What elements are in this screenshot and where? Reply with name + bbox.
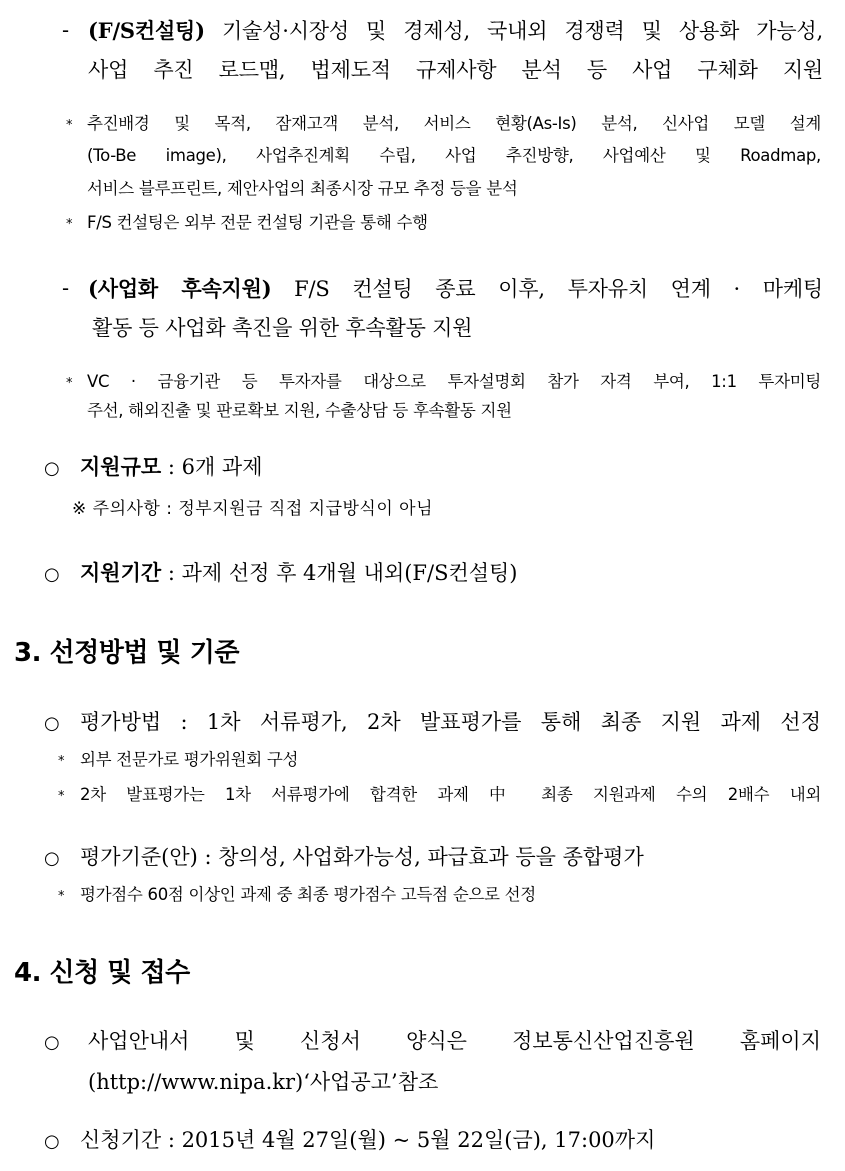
followup-note-line1: VC · 금융기관 등 투자자를 대상으로 투자설명회 참가 자격 부여, 1:1 투자미팅 [87, 372, 821, 391]
fs-consulting-line2: 사업 추진 로드맵, 법제도적 규제사항 분석 등 사업 구체화 지원 [88, 58, 823, 82]
reference-text: 주의사항 : 정부지원금 직접 지급방식이 아님 [92, 499, 433, 519]
eval-method-note-1-text: 외부 전문가로 평가위원회 구성 [80, 750, 299, 769]
fs-consulting-line1 [88, 14, 823, 48]
circle-bullet: ○ [44, 713, 60, 734]
followup-line2: 활동 등 사업화 촉진을 위한 후속활동 지원 [92, 316, 473, 340]
circle-bullet: ○ [44, 848, 60, 869]
note-star: * [58, 754, 65, 769]
eval-method-text: 평가방법 : 1차 서류평가, 2차 발표평가를 통해 최종 지원 과제 선정 [80, 710, 821, 734]
note-star: * [66, 118, 73, 133]
followup-line1 [88, 272, 823, 306]
note-star: * [66, 217, 73, 232]
followup-text1: F/S 컨설팅 종료 이후, 투자유치 연계 · 마케팅 [294, 277, 823, 301]
fs-consulting-label: (F/S컨설팅) [88, 18, 205, 43]
application-guide-line1: 사업안내서 및 신청서 양식은 정보통신산업진흥원 홈페이지 [88, 1029, 821, 1053]
support-scale-label: 지원규모 [80, 454, 162, 479]
application-guide-line2: (http://www.nipa.kr)‘사업공고’참조 [88, 1070, 439, 1094]
fs-note-1-line2: (To-Be image), 사업추진계획 수립, 사업 추진방향, 사업예산 및 Roadmap, [87, 146, 821, 165]
fs-note-1-line3: 서비스 블루프린트, 제안사업의 최종시장 규모 추정 등을 분석 [87, 179, 518, 198]
support-period-line [80, 557, 821, 589]
followup-label: (사업화 후속지원) [88, 276, 272, 301]
circle-bullet: ○ [44, 1032, 60, 1053]
support-period-label: 지원기간 [80, 560, 162, 585]
eval-criteria-text: 평가기준(안) : 창의성, 사업화가능성, 파급효과 등을 종합평가 [80, 845, 644, 869]
circle-bullet: ○ [44, 564, 60, 585]
circle-bullet: ○ [44, 1131, 60, 1152]
dash-bullet: - [62, 276, 69, 300]
eval-criteria-note-1-text: 평가점수 60점 이상인 과제 중 최종 평가점수 고득점 순으로 선정 [80, 885, 536, 904]
reference-mark: ※ [72, 499, 87, 519]
followup-note-line2: 주선, 해외진출 및 판로확보 지원, 수출상담 등 후속활동 지원 [87, 401, 512, 420]
application-period-text: 신청기간 : 2015년 4월 27일(월) ~ 5월 22일(금), 17:00까지 [80, 1128, 656, 1152]
support-period-value: : 과제 선정 후 4개월 내외(F/S컨설팅) [167, 561, 518, 585]
note-star: * [66, 376, 73, 391]
dash-bullet: - [62, 18, 69, 42]
section-4-title: 4. 신청 및 접수 [14, 958, 190, 988]
note-star: * [58, 789, 65, 804]
eval-method-note-2-text: 2차 발표평가는 1차 서류평가에 합격한 과제 中 최종 지원과제 수의 2배수 내외 [80, 785, 821, 804]
fs-note-1-line1: 추진배경 및 목적, 잠재고객 분석, 서비스 현황(As-Is) 분석, 신사업 모델 설계 [87, 114, 821, 133]
section-3-title: 3. 선정방법 및 기준 [14, 638, 239, 668]
support-scale-value: : 6개 과제 [167, 455, 263, 479]
note-star: * [58, 889, 65, 904]
support-scale-line [80, 451, 821, 483]
circle-bullet: ○ [44, 458, 60, 479]
fs-note-2-line1: F/S 컨설팅은 외부 전문 컨설팅 기관을 통해 수행 [87, 213, 428, 232]
reference-note [72, 494, 433, 524]
fs-consulting-text1: 기술성·시장성 및 경제성, 국내외 경쟁력 및 상용화 가능성, [221, 19, 823, 43]
